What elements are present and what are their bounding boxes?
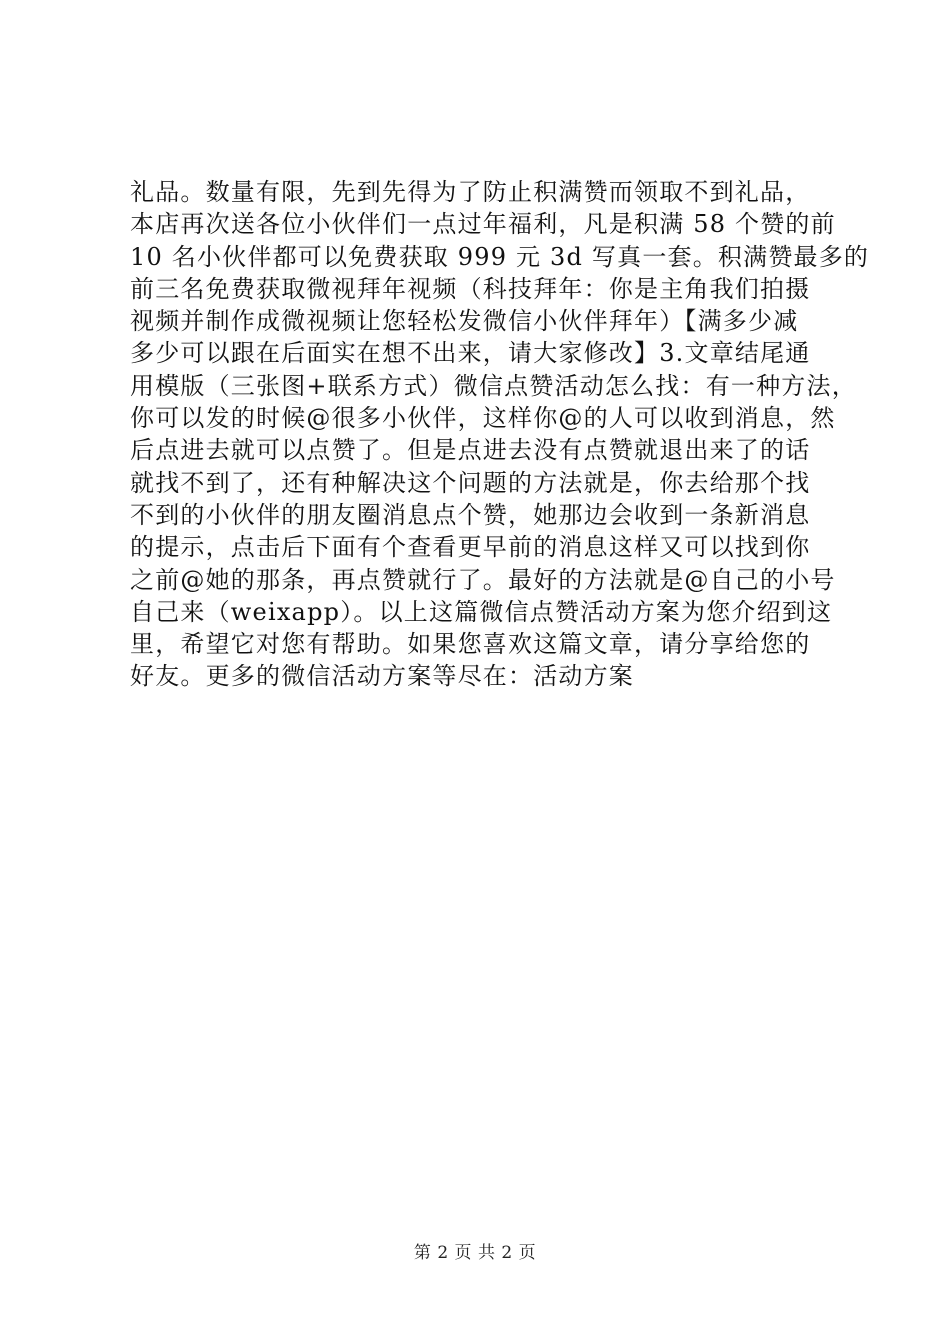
text-line: 你可以发的时候@很多小伙伴，这样你@的人可以收到消息，然: [130, 404, 836, 433]
text-line: 之前@她的那条，再点赞就行了。最好的方法就是@自己的小号: [130, 565, 836, 594]
text-line: 本店再次送各位小伙伴们一点过年福利，凡是积满 58 个赞的前: [130, 210, 836, 239]
text-line: 后点进去就可以点赞了。但是点进去没有点赞就退出来了的话: [130, 436, 811, 465]
text-line: 的提示，点击后下面有个查看更早前的消息这样又可以找到你: [130, 533, 811, 562]
page-number-footer: 第 2 页 共 2 页: [413, 1243, 537, 1263]
text-line: 礼品。数量有限，先到先得为了防止积满赞而领取不到礼品，: [130, 178, 811, 206]
text-line: 不到的小伙伴的朋友圈消息点个赞，她那边会收到一条新消息: [130, 500, 811, 529]
text-line: 就找不到了，还有种解决这个问题的方法就是，你去给那个找: [130, 468, 811, 497]
body-text: [130, 176, 870, 693]
text-line: 自己来（weixapp）。以上这篇微信点赞活动方案为您介绍到这: [130, 597, 833, 626]
text-line: 用模版（三张图+联系方式）微信点赞活动怎么找：有一种方法，: [130, 371, 857, 400]
text-line: 好友。更多的微信活动方案等尽在：活动方案: [130, 662, 634, 691]
text-line: 里，希望它对您有帮助。如果您喜欢这篇文章，请分享给您的: [130, 630, 811, 659]
text-line: 视频并制作成微视频让您轻松发微信小伙伴拜年）【满多少减: [130, 307, 799, 336]
text-line: 多少可以跟在后面实在想不出来，请大家修改】3.文章结尾通: [130, 339, 811, 368]
text-line: 前三名免费获取微视拜年视频（科技拜年：你是主角我们拍摄: [130, 274, 811, 303]
text-line: 10 名小伙伴都可以免费获取 999 元 3d 写真一套。积满赞最多的: [130, 242, 870, 271]
